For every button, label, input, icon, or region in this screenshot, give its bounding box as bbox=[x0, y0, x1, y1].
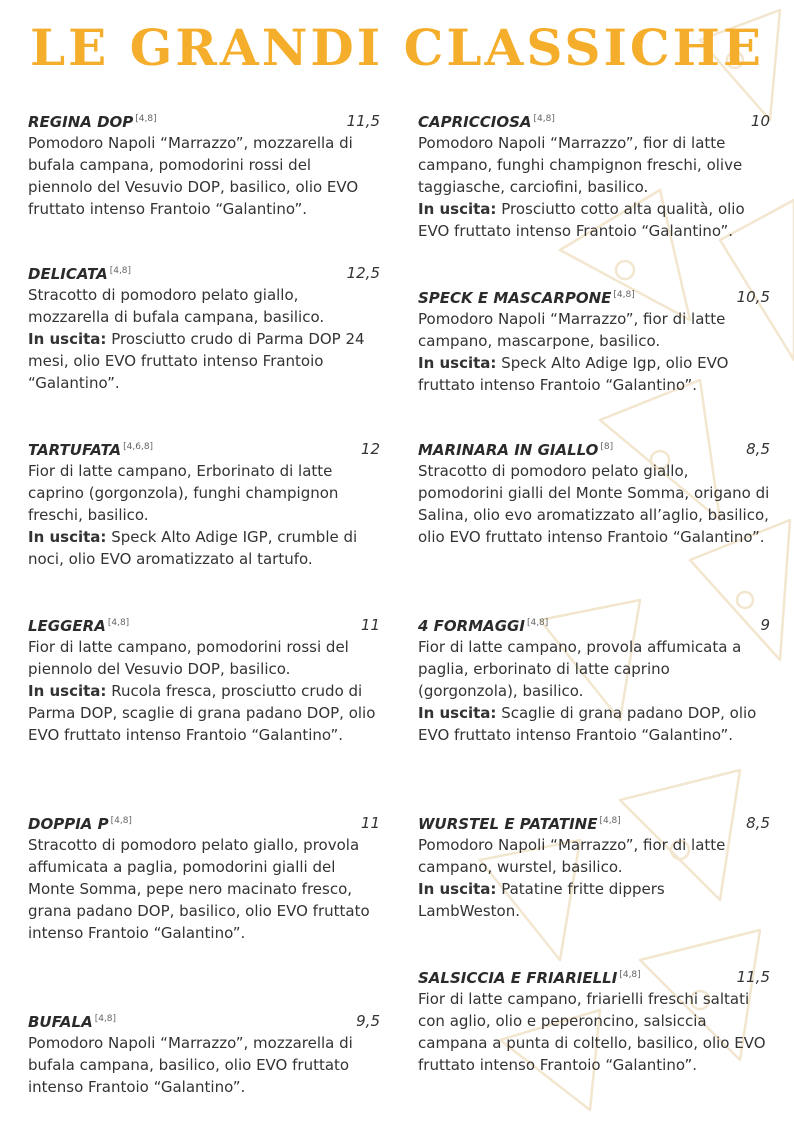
ingredients-text: Pomodoro Napoli “Marrazzo”, mozzarella di bufala campana, pomodorini rossi del piennolo del Vesuvio DOP, basilico, olio EVO fruttato intenso Frantoio “Galantino”. bbox=[28, 134, 359, 218]
menu-item-name: 4 FORMAGGI bbox=[418, 617, 525, 635]
menu-item-header bbox=[28, 440, 380, 460]
in-uscita-label: In uscita: bbox=[418, 354, 497, 372]
allergen-codes: [4,6,8] bbox=[123, 441, 154, 452]
allergen-codes: [4,8] bbox=[533, 113, 555, 124]
menu-item-name: BUFALA bbox=[28, 1013, 93, 1031]
menu-item-header bbox=[418, 814, 770, 834]
ingredients-text: Stracotto di pomodoro pelato giallo, provola affumicata a paglia, pomodorini gialli del Monte Somma, pepe nero macinato fresco, grana padano DOP, basilico, olio EVO fruttato intenso Frantoio “Galantino”. bbox=[28, 836, 370, 942]
menu-item-price: 12 bbox=[360, 440, 380, 458]
menu-item-header bbox=[418, 968, 770, 988]
menu-item-description bbox=[28, 132, 380, 220]
in-uscita-text: Scaglie di grana padano DOP, olio EVO fruttato intenso Frantoio “Galantino”. bbox=[418, 704, 757, 744]
in-uscita-label: In uscita: bbox=[418, 200, 497, 218]
menu-item-name: MARINARA IN GIALLO bbox=[418, 441, 599, 459]
allergen-codes: [4,8] bbox=[94, 1013, 117, 1024]
menu-item-price: 8,5 bbox=[746, 440, 770, 458]
menu-item-price: 11 bbox=[360, 616, 380, 634]
ingredients-text: Fior di latte campano, Erborinato di latte caprino (gorgonzola), funghi champignon freschi, basilico. bbox=[28, 462, 339, 524]
in-uscita-label: In uscita: bbox=[28, 528, 107, 546]
menu-item-name: SPECK E MASCARPONE bbox=[418, 289, 612, 307]
menu-item-header bbox=[418, 288, 770, 308]
menu-item-price: 11 bbox=[360, 814, 380, 832]
ingredients-text: Pomodoro Napoli “Marrazzo”, fior di latte campano, wurstel, basilico. bbox=[418, 836, 726, 876]
ingredients-text: Fior di latte campano, friarielli freschi saltati con aglio, olio e peperoncino, salsiccia campana a punta di coltello, basilico, olio EVO fruttato intenso Frantoio “Galantino”. bbox=[418, 990, 766, 1074]
menu-item-header bbox=[28, 814, 380, 834]
menu-item bbox=[418, 814, 770, 922]
ingredients-text: Fior di latte campano, provola affumicata a paglia, erborinato di latte caprino (gorgonzola), basilico. bbox=[418, 638, 742, 700]
menu-item-name: SALSICCIA E FRIARIELLI bbox=[418, 969, 618, 987]
allergen-codes: [4,8] bbox=[619, 969, 641, 980]
in-uscita-text: Rucola fresca, prosciutto crudo di Parma DOP, scaglie di grana padano DOP, olio EVO fruttato intenso Frantoio “Galantino”. bbox=[28, 682, 376, 744]
menu-item bbox=[28, 112, 380, 220]
menu-item-header bbox=[418, 440, 770, 460]
in-uscita-text: Patatine fritte dippers LambWeston. bbox=[418, 880, 665, 920]
menu-item bbox=[28, 264, 380, 394]
menu-item-header bbox=[418, 616, 770, 636]
page-title: LE GRANDI CLASSICHE bbox=[30, 18, 764, 77]
menu-item-description bbox=[418, 834, 770, 922]
menu-item-header bbox=[28, 1012, 380, 1032]
menu-item-name: WURSTEL E PATATINE bbox=[418, 815, 598, 833]
menu-item-price: 10 bbox=[750, 112, 770, 130]
in-uscita-text: Prosciutto crudo di Parma DOP 24 mesi, olio EVO fruttato intenso Frantoio “Galantino”. bbox=[28, 330, 365, 392]
menu-item bbox=[418, 616, 770, 746]
ingredients-text: Fior di latte campano, pomodorini rossi del piennolo del Vesuvio DOP, basilico. bbox=[28, 638, 349, 678]
ingredients-text: Pomodoro Napoli “Marrazzo”, fior di latte campano, funghi champignon freschi, olive taggiasche, carciofini, basilico. bbox=[418, 134, 743, 196]
menu-item-header bbox=[418, 112, 770, 132]
menu-item bbox=[28, 814, 380, 944]
menu-item-header bbox=[28, 264, 380, 284]
menu-item-price: 9,5 bbox=[356, 1012, 380, 1030]
menu-item bbox=[418, 968, 770, 1076]
menu-item-description bbox=[418, 460, 770, 548]
menu-item-description bbox=[28, 1032, 380, 1098]
menu-item-description bbox=[418, 308, 770, 396]
ingredients-text: Pomodoro Napoli “Marrazzo”, fior di latte campano, mascarpone, basilico. bbox=[418, 310, 726, 350]
menu-item-name: DELICATA bbox=[28, 265, 108, 283]
menu-item-price: 11,5 bbox=[736, 968, 770, 986]
menu-item bbox=[28, 1012, 380, 1098]
menu-item-description bbox=[418, 132, 770, 242]
allergen-codes: [4,8] bbox=[110, 815, 132, 826]
menu-item-name: LEGGERA bbox=[28, 617, 106, 635]
menu-item-name: REGINA DOP bbox=[28, 113, 134, 131]
in-uscita-text: Prosciutto cotto alta qualità, olio EVO fruttato intenso Frantoio “Galantino”. bbox=[418, 200, 745, 240]
menu-item-price: 11,5 bbox=[346, 112, 380, 130]
menu-item-description bbox=[28, 636, 380, 746]
menu-item-description bbox=[28, 460, 380, 570]
menu-item-description bbox=[418, 988, 770, 1076]
in-uscita-label: In uscita: bbox=[418, 880, 497, 898]
allergen-codes: [4,8] bbox=[107, 617, 130, 628]
menu-item-description bbox=[28, 284, 380, 394]
ingredients-text: Stracotto di pomodoro pelato giallo, mozzarella di bufala campana, basilico. bbox=[28, 286, 325, 326]
menu-item-name: CAPRICCIOSA bbox=[418, 113, 532, 131]
in-uscita-label: In uscita: bbox=[28, 682, 107, 700]
menu-item-header bbox=[28, 616, 380, 636]
menu-item bbox=[418, 112, 770, 242]
menu-item bbox=[418, 440, 770, 548]
in-uscita-text: Speck Alto Adige Igp, olio EVO fruttato intenso Frantoio “Galantino”. bbox=[418, 354, 729, 394]
allergen-codes: [4,8] bbox=[526, 617, 549, 628]
menu-item-price: 9 bbox=[760, 616, 770, 634]
in-uscita-label: In uscita: bbox=[418, 704, 497, 722]
menu-item bbox=[28, 440, 380, 570]
menu-item bbox=[28, 616, 380, 746]
menu-item-price: 12,5 bbox=[346, 264, 380, 282]
menu-item bbox=[418, 288, 770, 396]
menu-item-price: 10,5 bbox=[736, 288, 770, 306]
menu-item-name: DOPPIA P bbox=[28, 815, 109, 833]
in-uscita-text: Speck Alto Adige IGP, crumble di noci, olio EVO aromatizzato al tartufo. bbox=[28, 528, 358, 568]
menu-item-price: 8,5 bbox=[746, 814, 770, 832]
allergen-codes: [4,8] bbox=[109, 265, 132, 276]
allergen-codes: [4,8] bbox=[599, 815, 621, 826]
in-uscita-label: In uscita: bbox=[28, 330, 107, 348]
menu-item-description bbox=[28, 834, 380, 944]
allergen-codes: [4,8] bbox=[613, 289, 635, 300]
menu-item-description bbox=[418, 636, 770, 746]
allergen-codes: [8] bbox=[600, 441, 614, 452]
ingredients-text: Stracotto di pomodoro pelato giallo, pomodorini gialli del Monte Somma, origano di Salina, olio evo aromatizzato all’aglio, basilico, olio EVO fruttato intenso Frantoio “Galantino”. bbox=[418, 462, 770, 546]
allergen-codes: [4,8] bbox=[135, 113, 157, 124]
menu-item-name: TARTUFATA bbox=[28, 441, 122, 459]
ingredients-text: Pomodoro Napoli “Marrazzo”, mozzarella di bufala campana, basilico, olio EVO fruttato intenso Frantoio “Galantino”. bbox=[28, 1034, 353, 1096]
menu-item-header bbox=[28, 112, 380, 132]
